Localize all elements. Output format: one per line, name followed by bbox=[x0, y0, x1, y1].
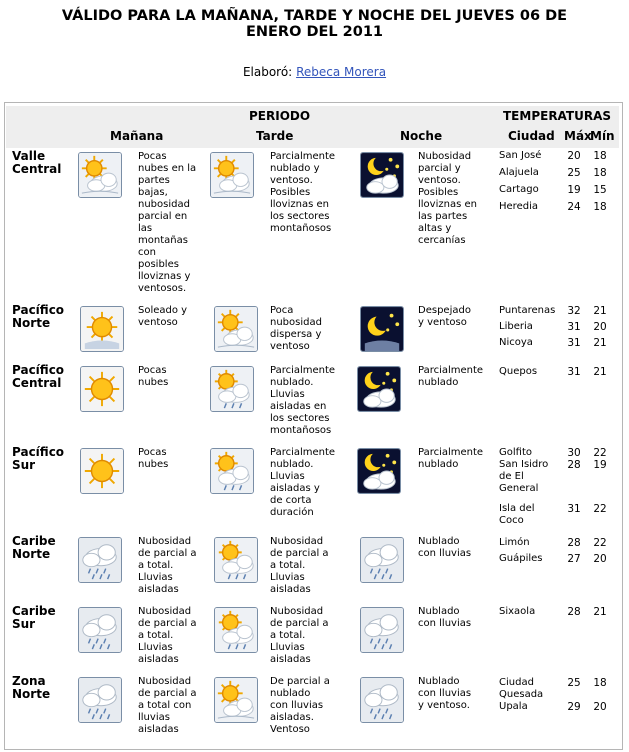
temp-max: 31 bbox=[567, 366, 581, 378]
forecast-text-manana: Soleado y ventoso bbox=[138, 305, 188, 328]
header-noche: Noche bbox=[400, 129, 443, 143]
city-name: Cartago bbox=[499, 184, 539, 195]
temp-max: 31 bbox=[567, 503, 581, 515]
forecast-text-manana: Pocas nubes bbox=[138, 365, 169, 388]
region-name: Caribe Norte bbox=[12, 534, 56, 561]
partly-cloudy-rain-icon bbox=[214, 537, 258, 583]
temp-min: 18 bbox=[593, 677, 607, 689]
forecast-text-manana: Nubosidad de parcial a a total con lluvias aisladas bbox=[138, 676, 197, 735]
page-title-line-1: VÁLIDO PARA LA MAÑANA, TARDE Y NOCHE DEL JUEVES 06 DE bbox=[61, 8, 568, 24]
temp-max: 24 bbox=[567, 201, 581, 213]
temp-min: 22 bbox=[593, 447, 607, 459]
forecast-text-manana: Nubosidad de parcial a a total. Lluvias aisladas bbox=[138, 606, 197, 665]
city-name: Quepos bbox=[499, 366, 538, 377]
temp-max: 19 bbox=[567, 184, 581, 196]
city-name: Nicoya bbox=[499, 337, 533, 348]
temp-min: 21 bbox=[593, 606, 607, 618]
forecast-text-tarde: Poca nubosidad dispersa y ventoso bbox=[270, 305, 322, 352]
region-name: Valle Central bbox=[12, 149, 62, 176]
city-name: Isla del Coco bbox=[499, 503, 535, 526]
sun-icon bbox=[80, 448, 124, 494]
city-name: Puntarenas bbox=[499, 305, 556, 316]
temp-min: 20 bbox=[593, 701, 607, 713]
city-name: Limón bbox=[499, 537, 530, 548]
temp-min: 19 bbox=[593, 459, 607, 471]
forecast-text-noche: Nubosidad parcial y ventoso. Posibles lloviznas en las partes altas y cercanías bbox=[418, 151, 477, 246]
city-name: San José bbox=[499, 150, 542, 161]
author-line bbox=[0, 65, 629, 79]
partly-cloudy-icon bbox=[214, 306, 258, 352]
temp-max: 28 bbox=[567, 606, 581, 618]
temp-max: 31 bbox=[567, 337, 581, 349]
city-name: San Isidro de El General bbox=[499, 459, 549, 494]
author-link[interactable]: Rebeca Morera bbox=[296, 65, 387, 79]
header-max: Máx bbox=[564, 129, 592, 143]
forecast-text-tarde: Nubosidad de parcial a a total. Lluvias aisladas bbox=[270, 536, 329, 595]
temp-min: 20 bbox=[593, 321, 607, 333]
cloud-rain-icon bbox=[78, 537, 122, 583]
forecast-text-manana: Pocas nubes bbox=[138, 447, 169, 470]
temp-max: 25 bbox=[567, 167, 581, 179]
temp-min: 22 bbox=[593, 503, 607, 515]
forecast-text-noche: Nublado con lluvias bbox=[418, 536, 472, 559]
temp-max: 31 bbox=[567, 321, 581, 333]
temp-max: 28 bbox=[567, 459, 581, 471]
header-tarde: Tarde bbox=[256, 129, 294, 143]
city-name: Sixaola bbox=[499, 606, 536, 617]
forecast-text-tarde: Parcialmente nublado y ventoso. Posibles lloviznas en los sectores montañosos bbox=[270, 151, 336, 234]
temp-min: 21 bbox=[593, 366, 607, 378]
header-temperaturas: TEMPERATURAS bbox=[503, 109, 612, 123]
cloud-rain-icon bbox=[78, 677, 122, 723]
partly-cloudy-icon bbox=[214, 677, 258, 723]
header-ciudad: Ciudad bbox=[508, 129, 555, 143]
page-title bbox=[0, 8, 629, 40]
region-name: Pacífico Sur bbox=[12, 445, 65, 472]
temp-min: 18 bbox=[593, 167, 607, 179]
forecast-text-tarde: Parcialmente nublado. Lluvias aisladas y de corta duración bbox=[270, 447, 336, 518]
forecast-text-noche: Parcialmente nublado bbox=[418, 447, 484, 470]
forecast-text-noche: Despejado y ventoso bbox=[418, 305, 471, 328]
temp-max: 29 bbox=[567, 701, 581, 713]
temp-max: 28 bbox=[567, 537, 581, 549]
header-periodo: PERIODO bbox=[249, 109, 311, 123]
temp-min: 21 bbox=[593, 337, 607, 349]
forecast-text-noche: Parcialmente nublado bbox=[418, 365, 484, 388]
cloud-rain-icon bbox=[360, 677, 404, 723]
forecast-text-tarde: De parcial a nublado con lluvias aisladas. Ventoso bbox=[270, 676, 330, 735]
city-name: Golfito bbox=[499, 447, 532, 458]
cloud-rain-icon bbox=[360, 537, 404, 583]
forecast-text-manana: Pocas nubes en la partes bajas, nubosidad parcial en las montañas con posibles lloviznas y ventosos. bbox=[138, 151, 197, 294]
partly-cloudy-rain-icon bbox=[214, 607, 258, 653]
region-name: Zona Norte bbox=[12, 674, 51, 701]
city-name: Upala bbox=[499, 701, 528, 712]
forecast-text-noche: Nublado con lluvias y ventoso. bbox=[418, 676, 472, 711]
temp-max: 27 bbox=[567, 553, 581, 565]
temp-min: 18 bbox=[593, 150, 607, 162]
region-name: Pacífico Norte bbox=[12, 303, 65, 330]
partly-cloudy-rain-icon bbox=[210, 366, 254, 412]
region-name: Pacífico Central bbox=[12, 363, 65, 390]
night-cloudy-icon bbox=[360, 152, 404, 198]
forecast-text-tarde: Nubosidad de parcial a a total. Lluvias aisladas bbox=[270, 606, 329, 665]
temp-max: 25 bbox=[567, 677, 581, 689]
forecast-text-tarde: Parcialmente nublado. Lluvias aisladas en los sectores montañosos bbox=[270, 365, 336, 436]
author-label: Elaboró: bbox=[242, 65, 293, 79]
night-clear-wind-icon bbox=[360, 306, 404, 352]
night-cloudy-icon bbox=[357, 448, 401, 494]
city-name: Guápiles bbox=[499, 553, 543, 564]
cloud-rain-icon bbox=[360, 607, 404, 653]
region-name: Caribe Sur bbox=[12, 604, 56, 631]
city-name: Ciudad Quesada bbox=[499, 677, 544, 700]
partly-cloudy-icon bbox=[78, 152, 122, 198]
temp-max: 32 bbox=[567, 305, 581, 317]
partly-cloudy-rain-icon bbox=[210, 448, 254, 494]
partly-cloudy-icon bbox=[210, 152, 254, 198]
header-manana: Mañana bbox=[110, 129, 164, 143]
city-name: Heredia bbox=[499, 201, 538, 212]
temp-max: 20 bbox=[567, 150, 581, 162]
city-name: Alajuela bbox=[499, 167, 539, 178]
city-name: Liberia bbox=[499, 321, 533, 332]
header-min: Mín bbox=[590, 129, 615, 143]
forecast-text-noche: Nublado con lluvias bbox=[418, 606, 472, 629]
temp-max: 30 bbox=[567, 447, 581, 459]
page-title-line-2: ENERO DEL 2011 bbox=[245, 24, 384, 40]
sun-icon bbox=[80, 366, 124, 412]
temp-min: 15 bbox=[593, 184, 607, 196]
temp-min: 20 bbox=[593, 553, 607, 565]
cloud-rain-icon bbox=[78, 607, 122, 653]
sun-wind-icon bbox=[80, 306, 124, 352]
temp-min: 21 bbox=[593, 305, 607, 317]
temp-min: 22 bbox=[593, 537, 607, 549]
forecast-text-manana: Nubosidad de parcial a a total. Lluvias aisladas bbox=[138, 536, 197, 595]
temp-min: 18 bbox=[593, 201, 607, 213]
night-cloudy-icon bbox=[357, 366, 401, 412]
